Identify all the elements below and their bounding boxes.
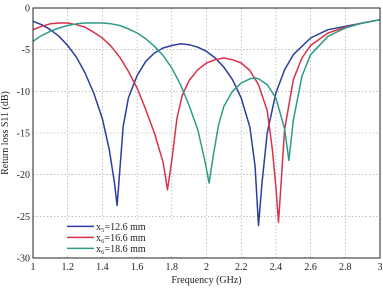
legend [65,220,177,255]
x-tick-label: 2 [204,262,209,273]
y-tick-label: 0 [25,3,30,15]
x-tick-label: 2.4 [269,262,283,273]
x-tick-label: 3 [377,262,383,273]
x-axis-label: Frequency (GHz) [171,275,242,286]
x-tick-label: 1.8 [165,262,179,273]
y-axis-label: Return loss S11 (dB) [0,91,11,175]
y-tick-label: -15 [16,128,30,140]
x-tick-label: 2.6 [304,262,317,273]
x-tick-label: 1.6 [130,262,144,273]
legend-label-1: x₅=12.6 mm [96,221,146,233]
x-tick-label: 1 [30,262,36,273]
y-tick-label: -25 [16,211,30,223]
x-tick-label: 2.8 [339,262,352,273]
y-tick-label: -20 [16,170,30,182]
x-tick-label: 1.4 [96,262,109,273]
x-tick-label: 2.2 [234,262,248,273]
y-tick-label: -30 [16,253,30,265]
x-tick-label: 1.2 [61,262,74,273]
y-tick-label: -10 [16,86,30,98]
y-tick-label: -5 [21,45,30,57]
legend-label-2: x₆=16.6 mm [96,232,146,244]
legend-label-3: x₆=18.6 mm [96,243,146,255]
